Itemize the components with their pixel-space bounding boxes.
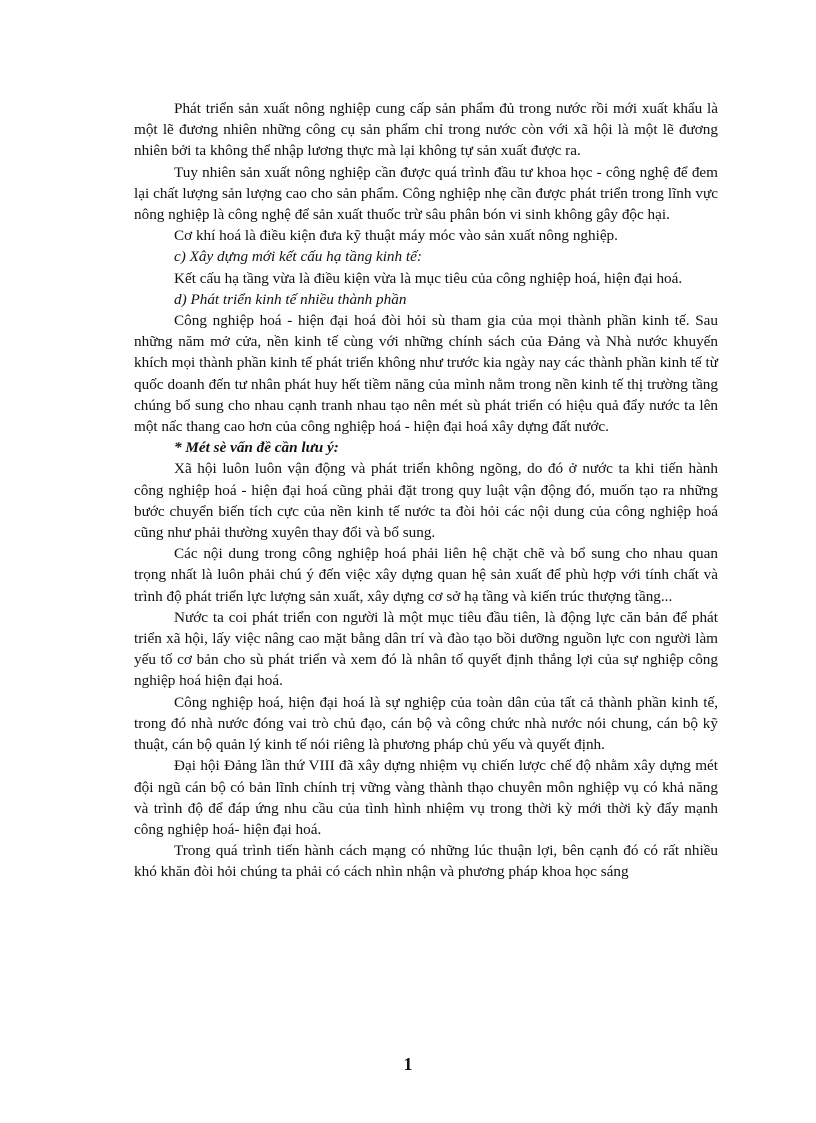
section-heading-notes: * Mét sè vấn đề cần lưu ý: <box>174 439 339 457</box>
paragraph-agriculture-export: Phát triển sản xuất nông nghiệp cung cấp sản phẩm đủ trong nước rồi mới xuất khẩu là một lẽ đương nhiên những công cụ sản phẩm chỉ trong nước còn với xã hội là một lẽ đương nhiên bởi ta không thể nhập lương thực mà lại không tự sản xuất được ra. <box>134 100 718 160</box>
paragraph-mechanization: Cơ khí hoá là điều kiện đưa kỹ thuật máy móc vào sản xuất nông nghiệp. <box>174 227 618 245</box>
paragraph-society-development: Xã hội luôn luôn vận động và phát triển không ngõng, do đó ở nước ta khi tiến hành công nghiệp hoá - hiện đại hoá cũng phải đặt trong quy luật vận động đó, muốn tạo ra những bước chuyển biến tích cực của nền kinh tế nước ta đòi hỏi các nội dung của công nghiệp hoá cũng như phải thường xuyên thay đổi và bổ sung. <box>134 460 718 542</box>
page-number: 1 <box>403 1054 413 1074</box>
paragraph-multi-sector-economy: Công nghiệp hoá - hiện đại hoá đòi hỏi sù tham gia của mọi thành phần kinh tế. Sau những năm mở cửa, nền kinh tế cùng với những chính sách của Đảng và Nhà nước khuyến khích mọi thành phần kinh tế phát triển không như trước kia ngày nay các thành phần kinh tế từ quốc doanh đến tư nhân phát huy hết tiềm năng của mình nằm trong nền kinh tế thị trường tầng chúng bổ sung cho nhau cạnh tranh nhau tạo nên mét sù phát triển có hiệu quả đẩy nước ta lên một nấc thang cao hơn của công nghiệp hoá - hiện đại hoá xây dựng đất nước. <box>134 312 718 436</box>
section-heading-multi-sector-economy: d) Phát triển kinh tế nhiều thành phần <box>174 290 407 308</box>
paragraph-party-congress: Đại hội Đảng lần thứ VIII đã xây dựng nhiệm vụ chiến lược chế độ nhằm xây dựng mét đội ngũ cán bộ có bản lĩnh chính trị vững vàng thành thạo chuyên môn nghiệp vụ có khả năng và trình độ để đáp ứng nhu cầu của tình hình nhiệm vụ trong thời kỳ mới thời kỳ đẩy mạnh công nghiệp hoá- hiện đại hoá. <box>134 757 718 838</box>
document-body <box>134 98 718 883</box>
paragraph-agriculture-technology: Tuy nhiên sản xuất nông nghiệp cần được quá trình đầu tư khoa học - công nghệ để đem lại chất lượng sản lượng cao cho sản phẩm. Công nghiệp nhẹ cần được phát triển trong lĩnh vực nông nghiệp là công nghệ để sản xuất thuốc trừ sâu phân bón vi sinh không gây độc hại. <box>134 163 718 224</box>
paragraph-human-development: Nước ta coi phát triển con người là một mục tiêu đầu tiên, là động lực căn bản để phát triển xã hội, lấy việc nâng cao mặt bằng dân trí và đào tạo bồi dưỡng nguồn lực con người làm yếu tố cơ bản cho sù phát triển và xem đó là nhân tố quyết định thắng lợi của sự nghiệp công nghiệp hoá hiện đại hoá. <box>134 608 718 690</box>
paragraph-revolution-process: Trong quá trình tiến hành cách mạng có những lúc thuận lợi, bên cạnh đó có rất nhiều khó khăn đòi hỏi chúng ta phải có cách nhìn nhận và phương pháp khoa học sáng <box>134 842 718 881</box>
section-heading-infrastructure: c) Xây dựng mới kết cấu hạ tầng kinh tế: <box>174 248 422 266</box>
paragraph-infrastructure: Kết cấu hạ tầng vừa là điều kiện vừa là mục tiêu của công nghiệp hoá, hiện đại hoá. <box>174 269 683 287</box>
paragraph-industrialization-content: Các nội dung trong công nghiệp hoá phải liên hệ chặt chẽ và bổ sung cho nhau quan trọng nhất là luôn phải chú ý đến việc xây dựng quan hệ sản xuất để phù hợp với tính chất và trình độ phát triển lực lượng sản xuất, xây dựng cơ sở hạ tầng và kiến trúc thượng tầng... <box>134 545 718 605</box>
paragraph-whole-people: Công nghiệp hoá, hiện đại hoá là sự nghiệp của toàn dân của tất cả thành phần kinh tế, trong đó nhà nước đóng vai trò chủ đạo, cán bộ và công chức nhà nước nói chung, cán bộ kỹ thuật, cán bộ quản lý kinh tế nói riêng là phương pháp chủ yếu và quyết định. <box>134 693 718 754</box>
